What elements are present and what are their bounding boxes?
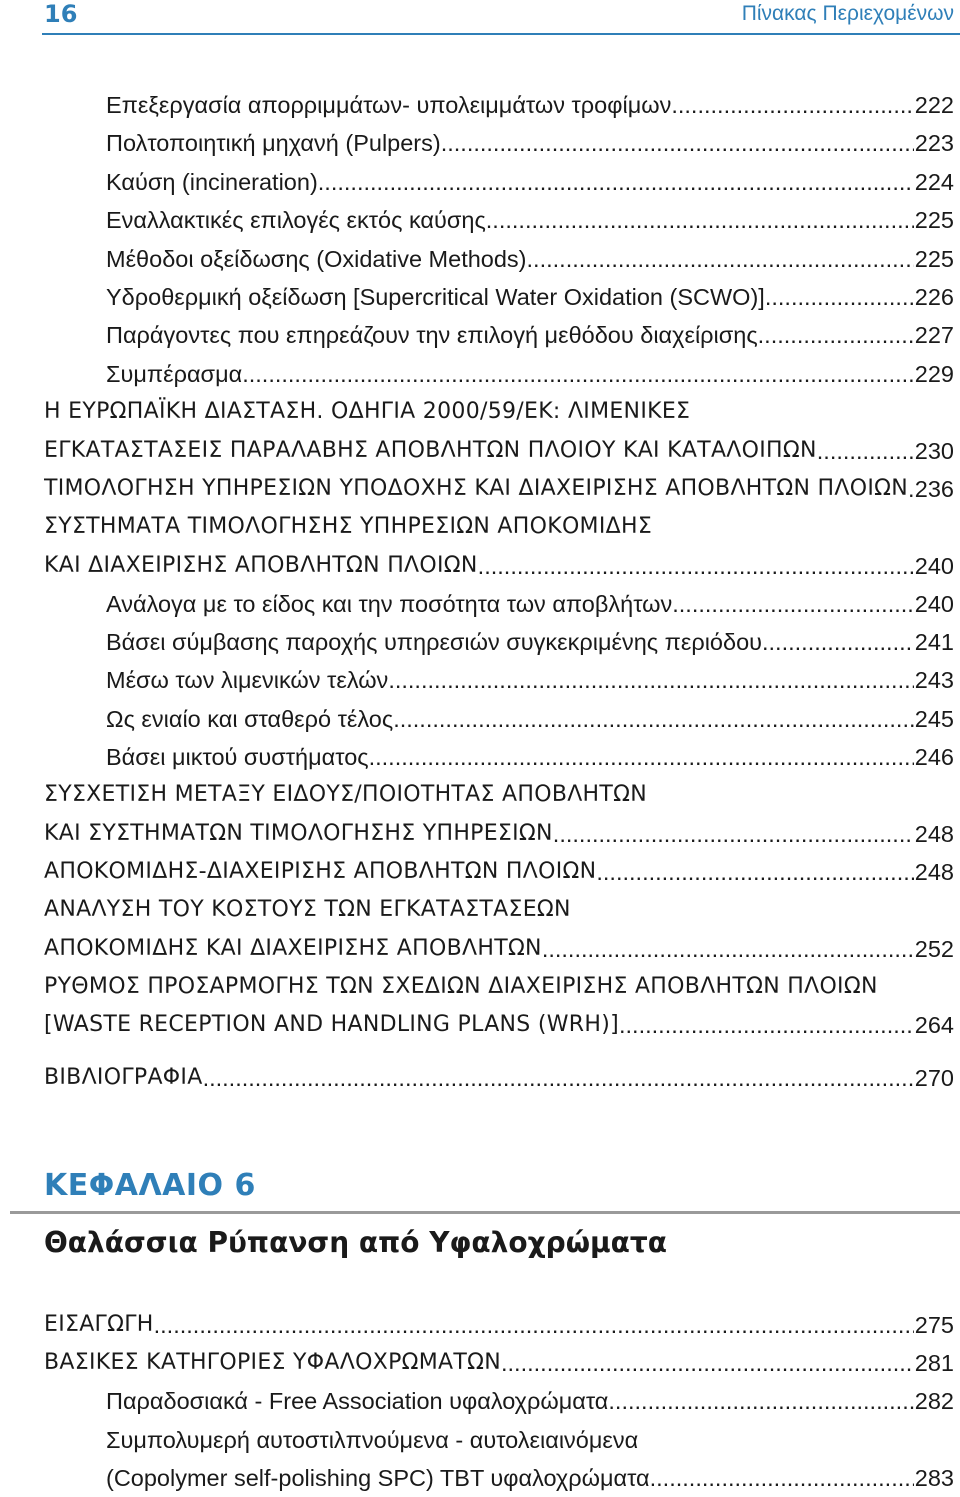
page-number: 16 <box>44 0 78 28</box>
chapter-rule <box>10 1211 960 1214</box>
toc-entry[interactable]: Μέσω των λιμενικών τελών ..... 243 <box>106 661 954 699</box>
toc-entry[interactable]: Συμπέρασμα ..... 229 <box>106 355 954 393</box>
toc-entry[interactable]: Καύση (incineration) ..... 224 <box>106 163 954 201</box>
toc-heading-entry[interactable]: ΤΙΜΟΛΟΓΗΣΗ ΥΠΗΡΕΣΙΩΝ ΥΠΟΔΟΧΗΣ ΚΑΙ ΔΙΑΧΕΙΡΙΣΗΣ ΑΠΟΒΛΗΤΩΝ ΠΛΟΙΩΝ ..... 236 <box>44 470 954 508</box>
chapter-title: Θαλάσσια Ρύπανση από Υφαλοχρώματα <box>44 1226 667 1259</box>
running-title: Πίνακας Περιεχομένων <box>741 2 954 25</box>
toc-heading-entry[interactable]: ΒΙΒΛΙΟΓΡΑΦΙΑ ..... 270 <box>44 1059 954 1097</box>
toc-heading-line: ΣΥΣΧΕΤΙΣΗ ΜΕΤΑΞΥ ΕΙΔΟΥΣ/ΠΟΙΟΤΗΤΑΣ ΑΠΟΒΛΗΤΩΝ <box>44 782 648 807</box>
toc-entry[interactable]: Παραδοσιακά - Free Association υφαλοχρώματα ..... 282 <box>106 1382 954 1420</box>
toc-heading-entry[interactable]: ΒΑΣΙΚΕΣ ΚΑΤΗΓΟΡΙΕΣ ΥΦΑΛΟΧΡΩΜΑΤΩΝ ..... 281 <box>44 1344 954 1382</box>
toc-entry[interactable]: Υδροθερμική οξείδωση [Supercritical Water Oxidation (SCWO)] ..... 226 <box>106 278 954 316</box>
toc-entry[interactable]: Βάσει σύμβασης παροχής υπηρεσιών συγκεκριμένης περιόδου ..... 241 <box>106 623 954 661</box>
toc-entry[interactable]: Μέθοδοι οξείδωσης (Oxidative Methods) ..... 225 <box>106 240 954 278</box>
toc-entry[interactable]: Πολτοποιητική μηχανή (Pulpers) ..... 223 <box>106 124 954 162</box>
chapter-label: ΚΕΦΑΛΑΙΟ 6 <box>44 1168 256 1203</box>
toc-entry[interactable]: Βάσει μικτού συστήματος ..... 246 <box>106 738 954 776</box>
toc-heading-entry[interactable]: ΑΠΟΚΟΜΙΔΗΣ-ΔΙΑΧΕΙΡΙΣΗΣ ΑΠΟΒΛΗΤΩΝ ΠΛΟΙΩΝ ..... 248 <box>44 853 954 891</box>
toc-heading-entry[interactable]: ΕΓΚΑΤΑΣΤΑΣΕΙΣ ΠΑΡΑΛΑΒΗΣ ΑΠΟΒΛΗΤΩΝ ΠΛΟΙΟΥ ΚΑΙ ΚΑΤΑΛΟΙΠΩΝ ..... 230 <box>44 432 954 470</box>
toc-heading-line: Η ΕΥΡΩΠΑΪΚΗ ΔΙΑΣΤΑΣΗ. ΟΔΗΓΙΑ 2000/59/ΕΚ: ΛΙΜΕΝΙΚΕΣ <box>44 399 691 424</box>
toc-entry[interactable]: Παράγοντες που επηρεάζουν την επιλογή μεθόδου διαχείρισης ..... 227 <box>106 316 954 354</box>
toc-heading-entry[interactable]: ΑΠΟΚΟΜΙΔΗΣ ΚΑΙ ΔΙΑΧΕΙΡΙΣΗΣ ΑΠΟΒΛΗΤΩΝ ..... 252 <box>44 930 954 968</box>
toc-heading-line: ΡΥΘΜΟΣ ΠΡΟΣΑΡΜΟΓΗΣ ΤΩΝ ΣΧΕΔΙΩΝ ΔΙΑΧΕΙΡΙΣΗΣ ΑΠΟΒΛΗΤΩΝ ΠΛΟΙΩΝ <box>44 974 878 999</box>
toc-entry[interactable]: Εναλλακτικές επιλογές εκτός καύσης ..... 225 <box>106 201 954 239</box>
toc-heading-entry[interactable]: ΚΑΙ ΔΙΑΧΕΙΡΙΣΗΣ ΑΠΟΒΛΗΤΩΝ ΠΛΟΙΩΝ ..... 240 <box>44 547 954 585</box>
toc-entry-line: Συμπολυμερή αυτοστιλπνούμενα - αυτολειαινόμενα <box>106 1427 639 1453</box>
toc-entry[interactable]: Ανάλογα με το είδος και την ποσότητα των αποβλήτων ..... 240 <box>106 585 954 623</box>
toc-heading-entry[interactable]: ΕΙΣΑΓΩΓΗ ..... 275 <box>44 1306 954 1344</box>
toc-heading-entry[interactable]: ΚΑΙ ΣΥΣΤΗΜΑΤΩΝ ΤΙΜΟΛΟΓΗΣΗΣ ΥΠΗΡΕΣΙΩΝ ..... 248 <box>44 815 954 853</box>
toc-entry[interactable]: Επεξεργασία απορριμμάτων- υπολειμμάτων τροφίμων ..... 222 <box>106 86 954 124</box>
toc-entry[interactable]: Ως ενιαίο και σταθερό τέλος ..... 245 <box>106 700 954 738</box>
toc-heading-line: ΣΥΣΤΗΜΑΤΑ ΤΙΜΟΛΟΓΗΣΗΣ ΥΠΗΡΕΣΙΩΝ ΑΠΟΚΟΜΙΔΗΣ <box>44 514 653 539</box>
toc-entry[interactable]: (Copolymer self-polishing SPC) TBT υφαλοχρώματα ..... 283 <box>106 1459 954 1497</box>
toc-heading-entry[interactable]: [WASTE RECEPTION AND HANDLING PLANS (WRH)] ..... 264 <box>44 1006 954 1044</box>
toc-heading-line: ΑΝΑΛΥΣΗ ΤΟΥ ΚΟΣΤΟΥΣ ΤΩΝ ΕΓΚΑΤΑΣΤΑΣΕΩΝ <box>44 897 571 922</box>
